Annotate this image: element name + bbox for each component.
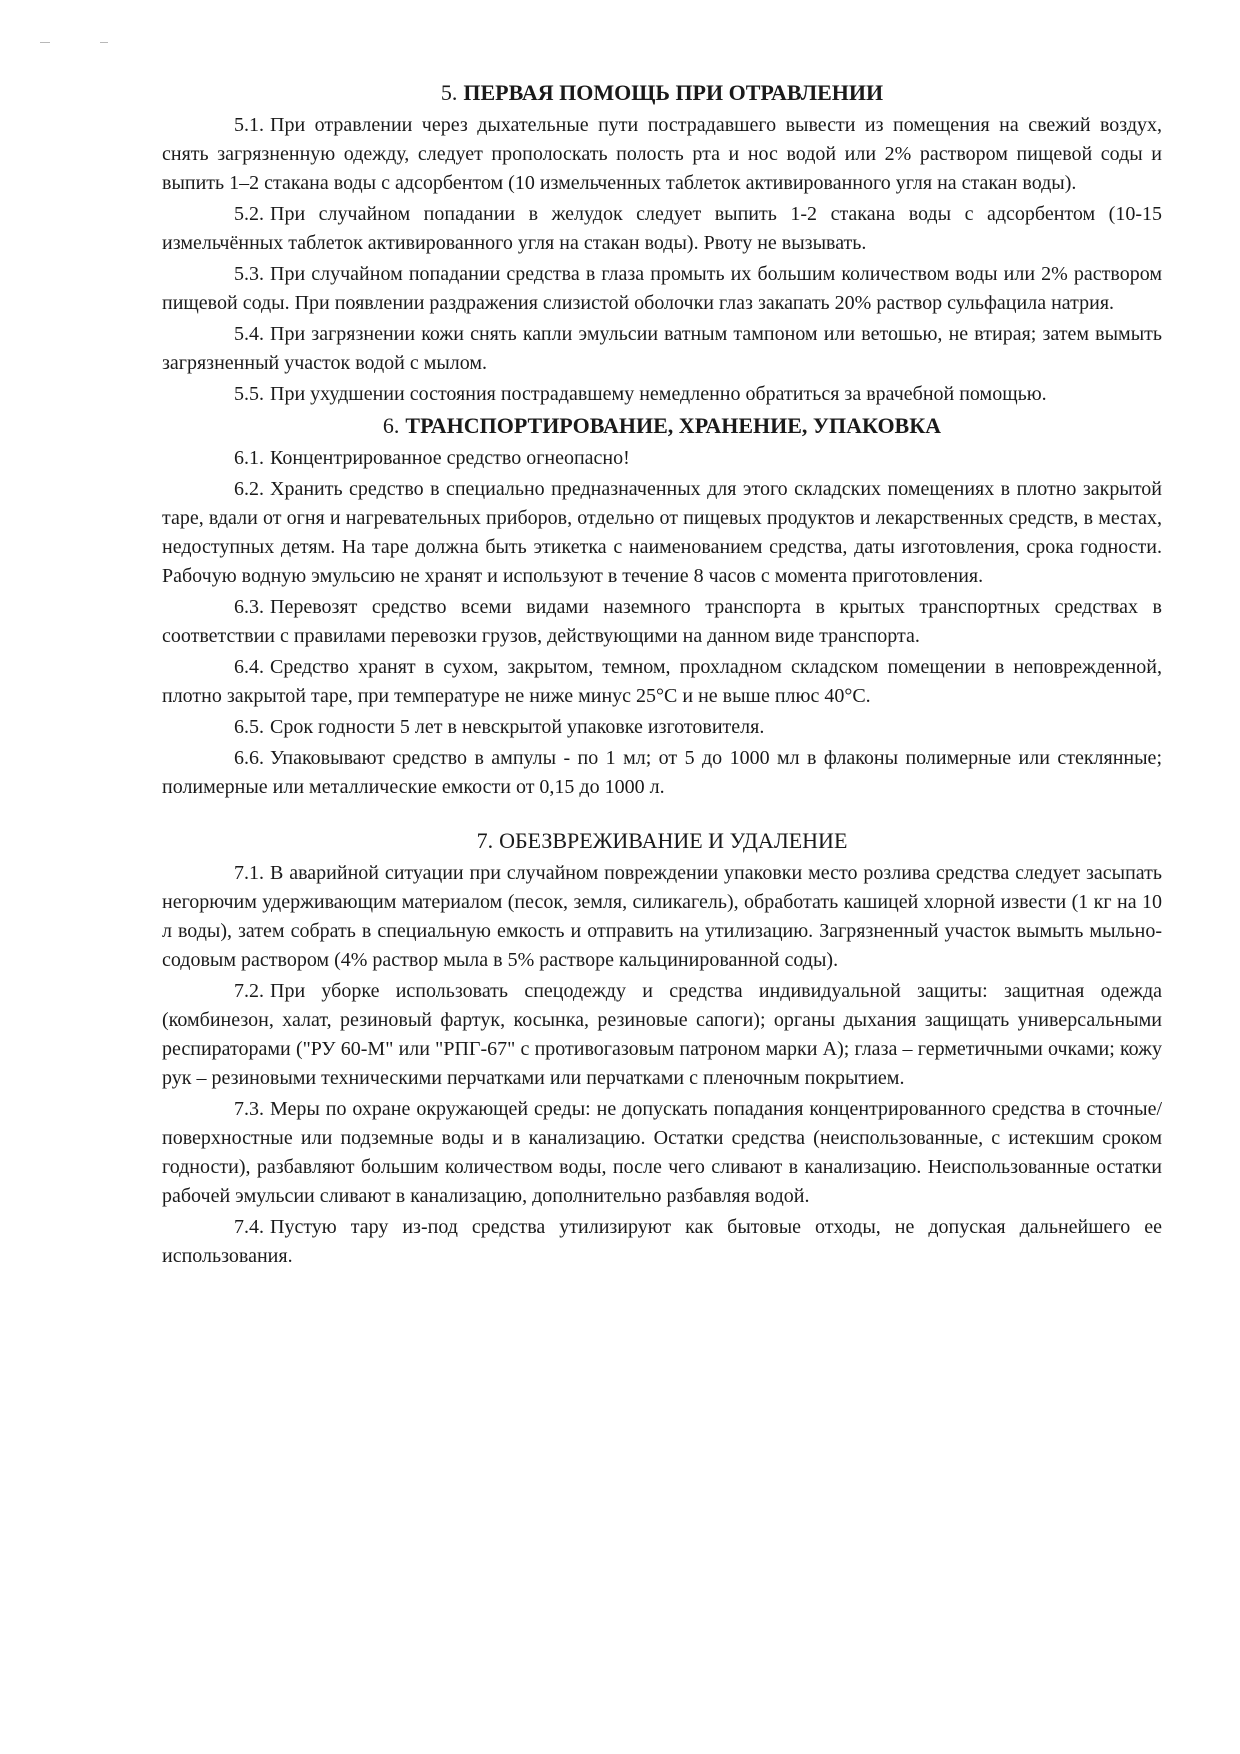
paragraph-text: Хранить средство в специально предназначенных для этого складских помещениях в плотно закрытой таре, вдали от огня и нагревательных приборов, отдельно от пищевых продуктов и лекарственных средств, в местах, недоступных детям. На таре должна быть этикетка с наименованием средства, даты изготовления, срока годности. Рабочую водную эмульсию не хранят и используют в течение 8 часов с момента приготовления. [162,478,1162,587]
paragraph-text: В аварийной ситуации при случайном повреждении упаковки место розлива средства следует засыпать негорючим удерживающим материалом (песок, земля, силикагель), обработать кашицей хлорной извести (1 кг на 10 л воды), затем собрать в специальную емкость и отправить на утилизацию. Загрязненный участок вымыть мыльно-содовым раствором (4% раствор мыла в 5% растворе кальцинированной соды). [162,862,1162,971]
paragraph-text: При уборке использовать спецодежду и средства индивидуальной защиты: защитная одежда (комбинезон, халат, резиновый фартук, косынка, резиновые сапоги); органы дыхания защищать универсальными респираторами ("РУ 60-М" или "РПГ-67" с противогазовым патроном марки А); глаза – герметичными очками; кожу рук – резиновыми техническими перчатками или перчатками с пленочным покрытием. [162,980,1162,1089]
paragraph-text: При случайном попадании в желудок следует выпить 1-2 стакана воды с адсорбентом (10-15 измельчённых таблеток активированного угля на стакан воды). Рвоту не вызывать. [162,203,1162,254]
paragraph-6-4 [162,653,1162,711]
scan-mark-right [100,42,108,43]
paragraph-5-1 [162,111,1162,198]
paragraph-number: 6.1. [234,447,264,469]
paragraph-number: 7.1. [234,862,264,884]
scan-mark-left [40,42,50,43]
paragraph-6-1 [162,444,1162,473]
paragraph-number: 6.6. [234,747,264,769]
paragraph-text: Упаковывают средство в ампулы - по 1 мл; от 5 до 1000 мл в флаконы полимерные или стеклянные; полимерные или металлические емкости от 0,15 до 1000 л. [162,747,1162,798]
paragraph-5-4 [162,320,1162,378]
section-number: 6. [382,413,400,438]
paragraph-number: 6.2. [234,478,264,500]
section-heading-7 [162,826,1162,856]
paragraph-text: Пустую тару из-под средства утилизируют как бытовые отходы, не допуская дальнейшего ее использования. [162,1216,1162,1267]
paragraph-7-3 [162,1095,1162,1211]
paragraph-7-1 [162,859,1162,975]
paragraph-number: 5.4. [234,323,264,345]
section-title: ОБЕЗВРЕЖИВАНИЕ И УДАЛЕНИЕ [499,828,848,853]
section-title: ПЕРВАЯ ПОМОЩЬ ПРИ ОТРАВЛЕНИИ [463,80,884,105]
paragraph-number: 5.5. [234,383,264,405]
paragraph-6-2 [162,475,1162,591]
paragraph-7-2 [162,977,1162,1093]
paragraph-text: Перевозят средство всеми видами наземного транспорта в крытых транспортных средствах в соответствии с правилами перевозки грузов, действующими на данном виде транспорта. [162,596,1162,647]
paragraph-number: 7.2. [234,980,264,1002]
paragraph-number: 6.3. [234,596,264,618]
section-heading-6 [162,411,1162,441]
section-title: ТРАНСПОРТИРОВАНИЕ, ХРАНЕНИЕ, УПАКОВКА [405,413,942,438]
paragraph-6-3 [162,593,1162,651]
paragraph-6-5 [162,713,1162,742]
paragraph-text: Концентрированное средство огнеопасно! [270,447,630,469]
paragraph-text: При ухудшении состояния пострадавшему немедленно обратиться за врачебной помощью. [270,383,1047,405]
paragraph-number: 7.4. [234,1216,264,1238]
paragraph-7-4 [162,1213,1162,1271]
paragraph-5-3 [162,260,1162,318]
paragraph-text: При загрязнении кожи снять капли эмульсии ватным тампоном или ветошью, не втирая; затем вымыть загрязненный участок водой с мылом. [162,323,1162,374]
document-page [162,78,1162,1273]
section-spacer [162,804,1162,826]
paragraph-5-5 [162,380,1162,409]
paragraph-number: 7.3. [234,1098,264,1120]
section-heading-5 [162,78,1162,108]
paragraph-text: Меры по охране окружающей среды: не допускать попадания концентрированного средства в сточные/поверхностные или подземные воды и в канализацию. Остатки средства (неиспользованные, с истекшим сроком годности), разбавляют большим количеством воды, после чего сливают в канализацию. Неиспользованные остатки рабочей эмульсии сливают в канализацию, дополнительно разбавляя водой. [162,1098,1162,1207]
paragraph-6-6 [162,744,1162,802]
paragraph-number: 6.5. [234,716,264,738]
paragraph-text: При отравлении через дыхательные пути пострадавшего вывести из помещения на свежий воздух, снять загрязненную одежду, следует прополоскать полость рта и нос водой или 2% раствором пищевой соды и выпить 1–2 стакана воды с адсорбентом (10 измельченных таблеток активированного угля на стакан воды). [162,114,1162,194]
paragraph-text: Средство хранят в сухом, закрытом, темном, прохладном складском помещении в неповрежденной, плотно закрытой таре, при температуре не ниже минус 25°С и не выше плюс 40°С. [162,656,1162,707]
section-number: 5. [440,80,458,105]
paragraph-number: 5.3. [234,263,264,285]
paragraph-text: Срок годности 5 лет в невскрытой упаковке изготовителя. [270,716,765,738]
paragraph-5-2 [162,200,1162,258]
paragraph-number: 6.4. [234,656,264,678]
section-number: 7. [476,828,494,853]
paragraph-text: При случайном попадании средства в глаза промыть их большим количеством воды или 2% раствором пищевой соды. При появлении раздражения слизистой оболочки глаз закапать 20% раствор сульфацила натрия. [162,263,1162,314]
paragraph-number: 5.2. [234,203,264,225]
paragraph-number: 5.1. [234,114,264,136]
